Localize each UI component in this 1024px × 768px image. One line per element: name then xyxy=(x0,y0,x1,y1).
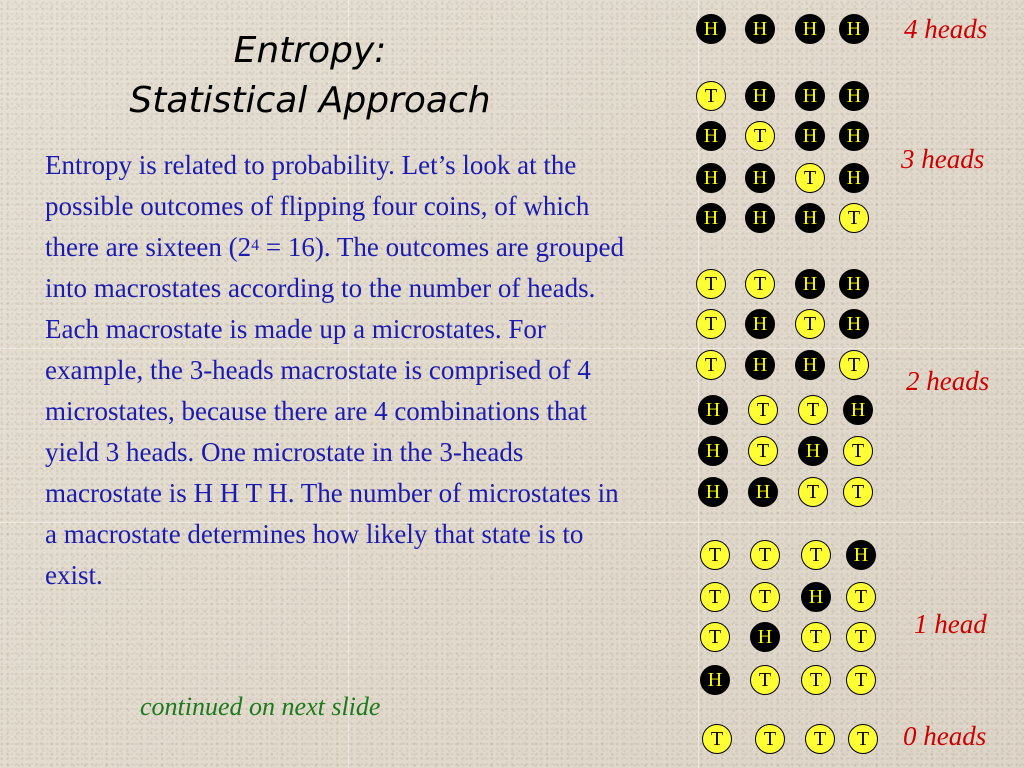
coin-tails: T xyxy=(798,477,828,507)
coin-tails: T xyxy=(748,395,778,425)
coin-tails: T xyxy=(696,269,726,299)
coin-heads: H xyxy=(745,81,775,111)
coin-tails: T xyxy=(696,81,726,111)
coin-tails: T xyxy=(750,540,780,570)
coin-heads: H xyxy=(839,14,869,44)
coin-tails: T xyxy=(745,269,775,299)
coin-heads: H xyxy=(798,436,828,466)
coin-tails: T xyxy=(750,582,780,612)
coin-tails: T xyxy=(755,724,785,754)
coin-tails: T xyxy=(696,350,726,380)
coin-tails: T xyxy=(795,309,825,339)
coin-tails: T xyxy=(801,540,831,570)
coin-tails: T xyxy=(798,395,828,425)
coin-tails: T xyxy=(700,622,730,652)
slide-title xyxy=(50,26,570,126)
coin-tails: T xyxy=(843,436,873,466)
body-exponent: 4 xyxy=(251,237,260,254)
coin-heads: H xyxy=(801,582,831,612)
coin-tails: T xyxy=(801,665,831,695)
coin-heads: H xyxy=(698,477,728,507)
coin-tails: T xyxy=(805,724,835,754)
coin-heads: H xyxy=(745,14,775,44)
coin-heads: H xyxy=(745,163,775,193)
coin-heads: H xyxy=(750,622,780,652)
label-0-heads: 0 heads xyxy=(903,721,987,751)
label-3-heads: 3 heads xyxy=(901,144,985,174)
title-line-2: Statistical Approach xyxy=(129,80,491,121)
coin-heads: H xyxy=(839,309,869,339)
coin-tails: T xyxy=(702,724,732,754)
title-line-1: Entropy: xyxy=(233,30,387,71)
coin-tails: T xyxy=(795,163,825,193)
label-2-heads: 2 heads xyxy=(906,366,990,396)
coin-heads: H xyxy=(696,203,726,233)
coin-heads: H xyxy=(700,665,730,695)
coin-heads: H xyxy=(698,436,728,466)
coin-heads: H xyxy=(696,121,726,151)
body-part-2: = 16). The outcomes are grouped into macrostates according to the number of heads. Each macrostate is made up a microstates. For example, the 3-heads macrostate is comprised of 4 microstates, because there are 4 combinations that yield 3 heads. One microstate in the 3-heads macrostate is H H T H. The number of microstates in a macrostate determines how likely that state is to exist. xyxy=(45,232,625,590)
coin-heads: H xyxy=(795,121,825,151)
coin-heads: H xyxy=(839,81,869,111)
coin-tails: T xyxy=(846,582,876,612)
coin-heads: H xyxy=(795,203,825,233)
coin-tails: T xyxy=(846,622,876,652)
coin-heads: H xyxy=(696,163,726,193)
label-1-head: 1 head xyxy=(914,609,987,639)
coin-tails: T xyxy=(750,665,780,695)
coin-heads: H xyxy=(698,395,728,425)
coin-heads: H xyxy=(795,350,825,380)
coin-heads: H xyxy=(839,163,869,193)
coin-tails: T xyxy=(839,350,869,380)
coin-heads: H xyxy=(795,81,825,111)
texture-line xyxy=(698,0,699,768)
coin-tails: T xyxy=(846,665,876,695)
coin-tails: T xyxy=(748,436,778,466)
coin-heads: H xyxy=(696,14,726,44)
label-4-heads: 4 heads xyxy=(904,14,988,44)
coin-heads: H xyxy=(795,269,825,299)
coin-heads: H xyxy=(839,121,869,151)
coin-tails: T xyxy=(801,622,831,652)
coin-tails: T xyxy=(745,121,775,151)
coin-heads: H xyxy=(745,203,775,233)
coin-heads: H xyxy=(846,540,876,570)
coin-heads: H xyxy=(795,14,825,44)
coin-tails: T xyxy=(843,477,873,507)
coin-heads: H xyxy=(843,395,873,425)
coin-tails: T xyxy=(839,203,869,233)
body-part-1: Entropy is related to probability. Let’s look at the possible outcomes of flipping four coins, of which there are sixteen (2 xyxy=(45,150,590,262)
coin-tails: T xyxy=(700,582,730,612)
coin-tails: T xyxy=(696,309,726,339)
coin-heads: H xyxy=(745,309,775,339)
coin-heads: H xyxy=(748,477,778,507)
coin-heads: H xyxy=(745,350,775,380)
coin-tails: T xyxy=(848,724,878,754)
body-paragraph xyxy=(45,145,635,596)
coin-tails: T xyxy=(700,540,730,570)
coin-heads: H xyxy=(839,269,869,299)
continued-note: continued on next slide xyxy=(140,692,381,721)
